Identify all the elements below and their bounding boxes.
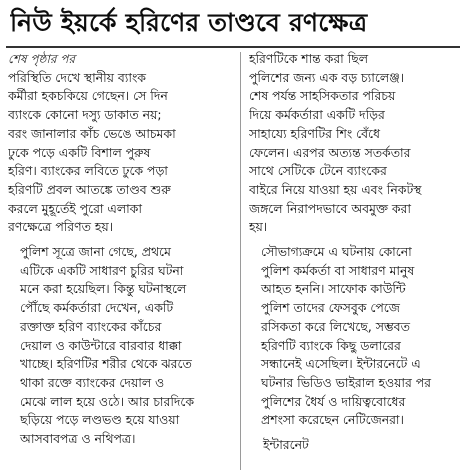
text-line: ঘটনার ভিডিও ভাইরাল হওয়ার পর [261,374,432,390]
headline-rule [6,46,460,48]
paragraph [249,243,461,430]
right-column-body [249,50,461,430]
text-line: মেঝে লাল হয়ে ওঠে। আর চারদিকে [20,393,195,409]
text-line: রসিকতা করে লিখেছে, সম্ভবত [261,318,410,334]
text-line: পুলিশ কর্মকর্তা বা সাধারণ মানুষ [261,262,415,278]
text-line: পুলিশ তাদের ফেসবুক পেজে [261,300,400,316]
text-line: পুলিশের ধৈর্য ও দায়িত্ববোধের [261,393,406,409]
continued-label: শেষ পৃষ্ঠার পর [8,52,76,66]
text-line: সাথে সেটিকে টেনে ব্যাংকের [249,163,387,179]
left-column [8,50,232,470]
text-line: দিয়ে কর্মকর্তারা একটি দড়ির [249,107,385,123]
text-line: এটিকে একটি সাধারণ চুরির ঘটনা [20,262,184,278]
text-line: বাইরে নিয়ে যাওয়া হয় এবং নিকটস্থ [249,181,422,197]
text-line: থাকা রক্তে ব্যাংকের দেয়াল ও [20,374,165,390]
text-line: শেষ পর্যন্ত সাহসিকতার পরিচয় [249,88,396,104]
text-line: খাচ্ছে। হরিণটির শরীর থেকে ঝরতে [20,356,192,372]
text-line: দেয়াল ও কাউন্টারে বারবার ধাক্কা [20,337,182,353]
headline: নিউ ইয়র্কে হরিণের তাণ্ডবে রণক্ষেত্র [10,7,368,37]
text-line: ঢুকে পড়ে একটি বিশাল পুরুষ [8,144,151,160]
text-line: হরিণটিকে শান্ত করা ছিল [249,51,368,66]
text-line: রণক্ষেত্রে পরিণত হয়। [8,219,114,235]
left-column-body [8,69,232,449]
text-line: রক্তাক্ত হরিণ ব্যাংকের কাঁচের [20,318,162,334]
source-credit: ইন্টারনেট [263,437,309,453]
text-line: আসবাবপত্র ও নথিপত্র। [20,431,136,447]
text-line: আহত হননি। সাফোক কাউন্টি [261,281,406,297]
text-line: ফেলেন। এরপর অত্যন্ত সতর্কতার [249,144,411,160]
text-line: ব্যাংকে কোনো দস্যু ডাকাত নয়; [8,107,162,123]
text-line: পরিস্থিতি দেখে স্থানীয় ব্যাংক [8,69,146,85]
paragraph [8,69,232,237]
text-line: হয়। [249,219,268,235]
paragraph [8,243,232,449]
text-line: পুলিশ সূত্রে জানা গেছে, প্রথমে [20,244,171,260]
text-line: পুলিশের জন্য এক বড় চ্যালেঞ্জ। [249,69,405,85]
text-line: সন্ধানেই এসেছিল। ইন্টারনেটে এ [261,356,421,372]
text-line: হরিণটি প্রবল আতঙ্কে তাণ্ডব শুরু [8,181,171,197]
right-column [249,50,461,470]
text-line: ছড়িয়ে পড়ে লণ্ডভণ্ড হয়ে যাওয়া [20,412,180,428]
text-line: সাহায্যে হরিণটির শিং বেঁধে [249,125,380,141]
text-line: হরিণটি ব্যাংকে কিছু ডলারের [261,337,401,353]
text-line: জঙ্গলে নিরাপদভাবে অবমুক্ত করা [249,200,411,216]
text-line: মনে করা হয়েছিল। কিন্তু ঘটনাস্থলে [20,281,187,297]
paragraph [249,50,461,237]
text-line: সৌভাগ্যক্রমে এ ঘটনায় কোনো [261,244,412,260]
text-line: পৌঁছে কর্মকর্তারা দেখেন, একটি [20,300,174,316]
text-line: হরিণ। ব্যাংকের লবিতে ঢুকে পড়া [8,163,168,179]
column-divider [240,52,241,470]
text-line: প্রশংসা করেছেন নেটিজেনরা। [261,412,404,428]
text-line: বরং জানালার কাঁচ ভেঙে আচমকা [8,125,176,141]
text-line: করলে মুহূর্তেই পুরো এলাকা [8,200,142,216]
text-line: কর্মীরা হকচকিয়ে গেছেন। সে দিন [8,88,168,104]
